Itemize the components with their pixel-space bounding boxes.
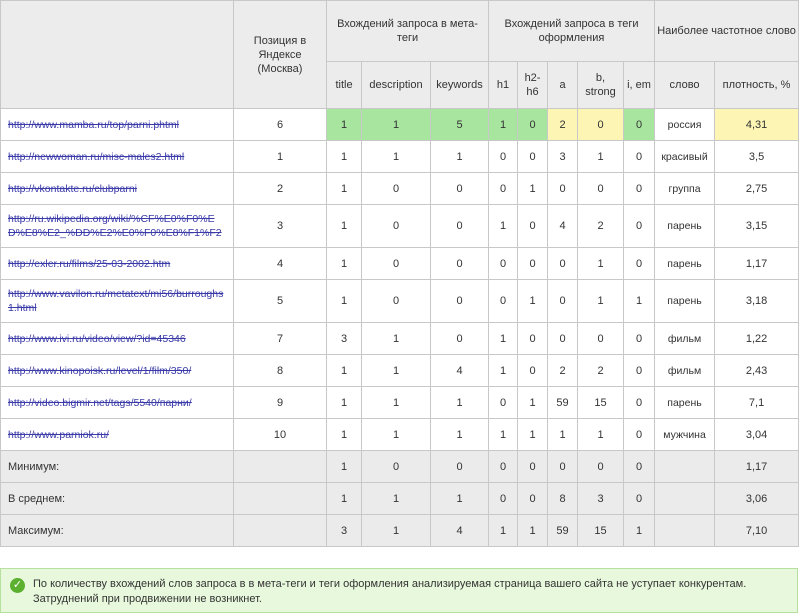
url-cell xyxy=(1,109,234,141)
title-cell: 3 xyxy=(327,323,362,355)
title-cell: 1 xyxy=(327,173,362,205)
position-cell: 7 xyxy=(234,323,327,355)
keywords-cell: 0 xyxy=(431,205,489,248)
a-cell: 3 xyxy=(548,141,578,173)
word-cell: фильм xyxy=(655,355,715,387)
site-link[interactable]: http://www.vavilon.ru/metatext/mi56/burroughs1.html xyxy=(8,288,224,314)
check-circle-icon: ✓ xyxy=(10,578,25,593)
density-cell: 3,06 xyxy=(715,483,799,515)
i-cell: 0 xyxy=(624,248,655,280)
description-cell: 1 xyxy=(362,355,431,387)
title-cell: 1 xyxy=(327,387,362,419)
a-cell: 1 xyxy=(548,419,578,451)
site-link[interactable]: http://newwoman.ru/misc-males2.html xyxy=(8,150,185,163)
position-cell: 3 xyxy=(234,205,327,248)
a-cell: 0 xyxy=(548,323,578,355)
i-cell: 0 xyxy=(624,173,655,205)
title-cell: 1 xyxy=(327,280,362,323)
position-cell xyxy=(234,483,327,515)
table-row xyxy=(1,248,799,280)
b-cell: 0 xyxy=(578,173,624,205)
i-cell: 1 xyxy=(624,515,655,547)
a-cell: 8 xyxy=(548,483,578,515)
keywords-cell: 4 xyxy=(431,515,489,547)
h2h6-cell: 0 xyxy=(518,109,548,141)
i-cell: 0 xyxy=(624,483,655,515)
description-cell: 1 xyxy=(362,419,431,451)
a-cell: 0 xyxy=(548,451,578,483)
summary-row-max xyxy=(1,515,799,547)
description-cell: 0 xyxy=(362,280,431,323)
h2h6-cell: 0 xyxy=(518,205,548,248)
a-cell: 59 xyxy=(548,387,578,419)
b-cell: 0 xyxy=(578,451,624,483)
i-cell: 0 xyxy=(624,205,655,248)
subheader-density: плотность, % xyxy=(715,62,799,109)
subheader-word: слово xyxy=(655,62,715,109)
h1-cell: 1 xyxy=(489,323,518,355)
position-cell: 8 xyxy=(234,355,327,387)
title-cell: 1 xyxy=(327,451,362,483)
subheader-i: i, em xyxy=(624,62,655,109)
a-cell: 4 xyxy=(548,205,578,248)
h1-cell: 0 xyxy=(489,173,518,205)
url-cell xyxy=(1,141,234,173)
b-cell: 1 xyxy=(578,141,624,173)
description-cell: 0 xyxy=(362,173,431,205)
h2h6-cell: 1 xyxy=(518,515,548,547)
title-cell: 1 xyxy=(327,419,362,451)
density-cell: 7,10 xyxy=(715,515,799,547)
density-cell: 4,31 xyxy=(715,109,799,141)
h1-cell: 1 xyxy=(489,515,518,547)
url-cell xyxy=(1,323,234,355)
table-row xyxy=(1,419,799,451)
position-cell: 9 xyxy=(234,387,327,419)
word-cell: парень xyxy=(655,280,715,323)
table-row xyxy=(1,280,799,323)
site-link[interactable]: http://vkontakte.ru/clubparni xyxy=(8,182,137,195)
word-cell xyxy=(655,451,715,483)
b-cell: 2 xyxy=(578,355,624,387)
keywords-cell: 5 xyxy=(431,109,489,141)
site-link[interactable]: http://exler.ru/films/25-03-2002.htm xyxy=(8,257,171,270)
subheader-keywords: keywords xyxy=(431,62,489,109)
h1-cell: 1 xyxy=(489,109,518,141)
density-cell: 1,22 xyxy=(715,323,799,355)
a-cell: 2 xyxy=(548,355,578,387)
b-cell: 3 xyxy=(578,483,624,515)
header-position: Позиция в Яндексе (Москва) xyxy=(234,1,327,109)
site-link[interactable]: http://www.parniok.ru/ xyxy=(8,428,109,441)
position-cell: 2 xyxy=(234,173,327,205)
title-cell: 3 xyxy=(327,515,362,547)
i-cell: 1 xyxy=(624,280,655,323)
table-row xyxy=(1,109,799,141)
keywords-cell: 0 xyxy=(431,248,489,280)
h2h6-cell: 0 xyxy=(518,451,548,483)
density-cell: 2,43 xyxy=(715,355,799,387)
b-cell: 1 xyxy=(578,248,624,280)
word-cell: парень xyxy=(655,205,715,248)
description-cell: 1 xyxy=(362,109,431,141)
h2h6-cell: 0 xyxy=(518,355,548,387)
subheader-a: a xyxy=(548,62,578,109)
b-cell: 15 xyxy=(578,387,624,419)
density-cell: 3,18 xyxy=(715,280,799,323)
position-cell xyxy=(234,451,327,483)
h1-cell: 0 xyxy=(489,141,518,173)
url-cell xyxy=(1,248,234,280)
i-cell: 0 xyxy=(624,141,655,173)
position-cell: 6 xyxy=(234,109,327,141)
url-cell xyxy=(1,205,234,248)
table-row xyxy=(1,387,799,419)
description-cell: 1 xyxy=(362,483,431,515)
density-cell: 3,15 xyxy=(715,205,799,248)
title-cell: 1 xyxy=(327,248,362,280)
table-row xyxy=(1,205,799,248)
i-cell: 0 xyxy=(624,419,655,451)
h2h6-cell: 0 xyxy=(518,248,548,280)
h1-cell: 0 xyxy=(489,280,518,323)
density-cell: 3,04 xyxy=(715,419,799,451)
title-cell: 1 xyxy=(327,355,362,387)
h1-cell: 0 xyxy=(489,387,518,419)
title-cell: 1 xyxy=(327,483,362,515)
subheader-h1: h1 xyxy=(489,62,518,109)
i-cell: 0 xyxy=(624,387,655,419)
keywords-cell: 1 xyxy=(431,419,489,451)
site-link[interactable]: http://video.bigmir.net/tags/5540/парни/ xyxy=(8,396,192,409)
site-link[interactable]: http://ru.wikipedia.org/wiki/%CF%E0%F0%ED%E8%E2_%DD%E2%E0%F0%E8%F1%F2 xyxy=(8,213,222,239)
word-cell xyxy=(655,515,715,547)
summary-row-avg xyxy=(1,483,799,515)
description-cell: 1 xyxy=(362,141,431,173)
keywords-cell: 1 xyxy=(431,483,489,515)
h1-cell: 1 xyxy=(489,419,518,451)
density-cell: 1,17 xyxy=(715,451,799,483)
word-cell: фильм xyxy=(655,323,715,355)
table-row xyxy=(1,355,799,387)
subheader-description: description xyxy=(362,62,431,109)
word-cell: парень xyxy=(655,387,715,419)
site-link[interactable]: http://www.ivi.ru/video/view/?id=45346 xyxy=(8,332,186,345)
summary-label: Минимум: xyxy=(1,451,234,483)
i-cell: 0 xyxy=(624,451,655,483)
a-cell: 0 xyxy=(548,248,578,280)
density-cell: 1,17 xyxy=(715,248,799,280)
url-cell xyxy=(1,387,234,419)
table-row xyxy=(1,323,799,355)
position-cell: 1 xyxy=(234,141,327,173)
table-row xyxy=(1,173,799,205)
keywords-cell: 1 xyxy=(431,141,489,173)
i-cell: 0 xyxy=(624,323,655,355)
word-cell: группа xyxy=(655,173,715,205)
word-cell: мужчина xyxy=(655,419,715,451)
table-row xyxy=(1,141,799,173)
subheader-h2h6: h2-h6 xyxy=(518,62,548,109)
keywords-cell: 0 xyxy=(431,451,489,483)
a-cell: 59 xyxy=(548,515,578,547)
h2h6-cell: 1 xyxy=(518,419,548,451)
result-message-text: По количеству вхождений слов запроса в в мета-теги и теги оформления анализируемая страница вашего сайта не уступает конкурентам. Затруднений при продвижении не возникнет. xyxy=(33,578,747,605)
subheader-title: title xyxy=(327,62,362,109)
i-cell: 0 xyxy=(624,355,655,387)
description-cell: 1 xyxy=(362,387,431,419)
title-cell: 1 xyxy=(327,109,362,141)
h2h6-cell: 1 xyxy=(518,387,548,419)
keywords-cell: 4 xyxy=(431,355,489,387)
a-cell: 0 xyxy=(548,173,578,205)
description-cell: 0 xyxy=(362,451,431,483)
h1-cell: 1 xyxy=(489,205,518,248)
site-link[interactable]: http://www.mamba.ru/top/parni.phtml xyxy=(8,118,179,131)
description-cell: 0 xyxy=(362,205,431,248)
density-cell: 2,75 xyxy=(715,173,799,205)
summary-label: В среднем: xyxy=(1,483,234,515)
h1-cell: 0 xyxy=(489,248,518,280)
h2h6-cell: 0 xyxy=(518,141,548,173)
h2h6-cell: 1 xyxy=(518,280,548,323)
position-cell: 4 xyxy=(234,248,327,280)
header-format: Вхождений запроса в теги оформления xyxy=(489,1,655,62)
h1-cell: 0 xyxy=(489,483,518,515)
a-cell: 2 xyxy=(548,109,578,141)
summary-label: Максимум: xyxy=(1,515,234,547)
position-cell: 5 xyxy=(234,280,327,323)
title-cell: 1 xyxy=(327,141,362,173)
keywords-cell: 0 xyxy=(431,173,489,205)
b-cell: 15 xyxy=(578,515,624,547)
header-meta: Вхождений запроса в мета-теги xyxy=(327,1,489,62)
word-cell xyxy=(655,483,715,515)
description-cell: 0 xyxy=(362,248,431,280)
subheader-b: b, strong xyxy=(578,62,624,109)
header-freq: Наиболее частотное слово xyxy=(655,1,799,62)
site-link[interactable]: http://www.kinopoisk.ru/level/1/film/350/ xyxy=(8,364,192,377)
word-cell: россия xyxy=(655,109,715,141)
h2h6-cell: 0 xyxy=(518,483,548,515)
h2h6-cell: 0 xyxy=(518,323,548,355)
position-cell xyxy=(234,515,327,547)
h2h6-cell: 1 xyxy=(518,173,548,205)
url-cell xyxy=(1,173,234,205)
description-cell: 1 xyxy=(362,515,431,547)
header-url xyxy=(1,1,234,109)
keywords-cell: 1 xyxy=(431,387,489,419)
url-cell xyxy=(1,280,234,323)
summary-row-min xyxy=(1,451,799,483)
b-cell: 1 xyxy=(578,419,624,451)
density-cell: 3,5 xyxy=(715,141,799,173)
description-cell: 1 xyxy=(362,323,431,355)
keywords-cell: 0 xyxy=(431,280,489,323)
b-cell: 2 xyxy=(578,205,624,248)
keywords-cell: 0 xyxy=(431,323,489,355)
b-cell: 0 xyxy=(578,109,624,141)
url-cell xyxy=(1,355,234,387)
url-cell xyxy=(1,419,234,451)
result-message xyxy=(0,568,798,613)
position-cell: 10 xyxy=(234,419,327,451)
a-cell: 0 xyxy=(548,280,578,323)
title-cell: 1 xyxy=(327,205,362,248)
h1-cell: 0 xyxy=(489,451,518,483)
i-cell: 0 xyxy=(624,109,655,141)
b-cell: 0 xyxy=(578,323,624,355)
density-cell: 7,1 xyxy=(715,387,799,419)
b-cell: 1 xyxy=(578,280,624,323)
word-cell: красивый xyxy=(655,141,715,173)
h1-cell: 1 xyxy=(489,355,518,387)
word-cell: парень xyxy=(655,248,715,280)
